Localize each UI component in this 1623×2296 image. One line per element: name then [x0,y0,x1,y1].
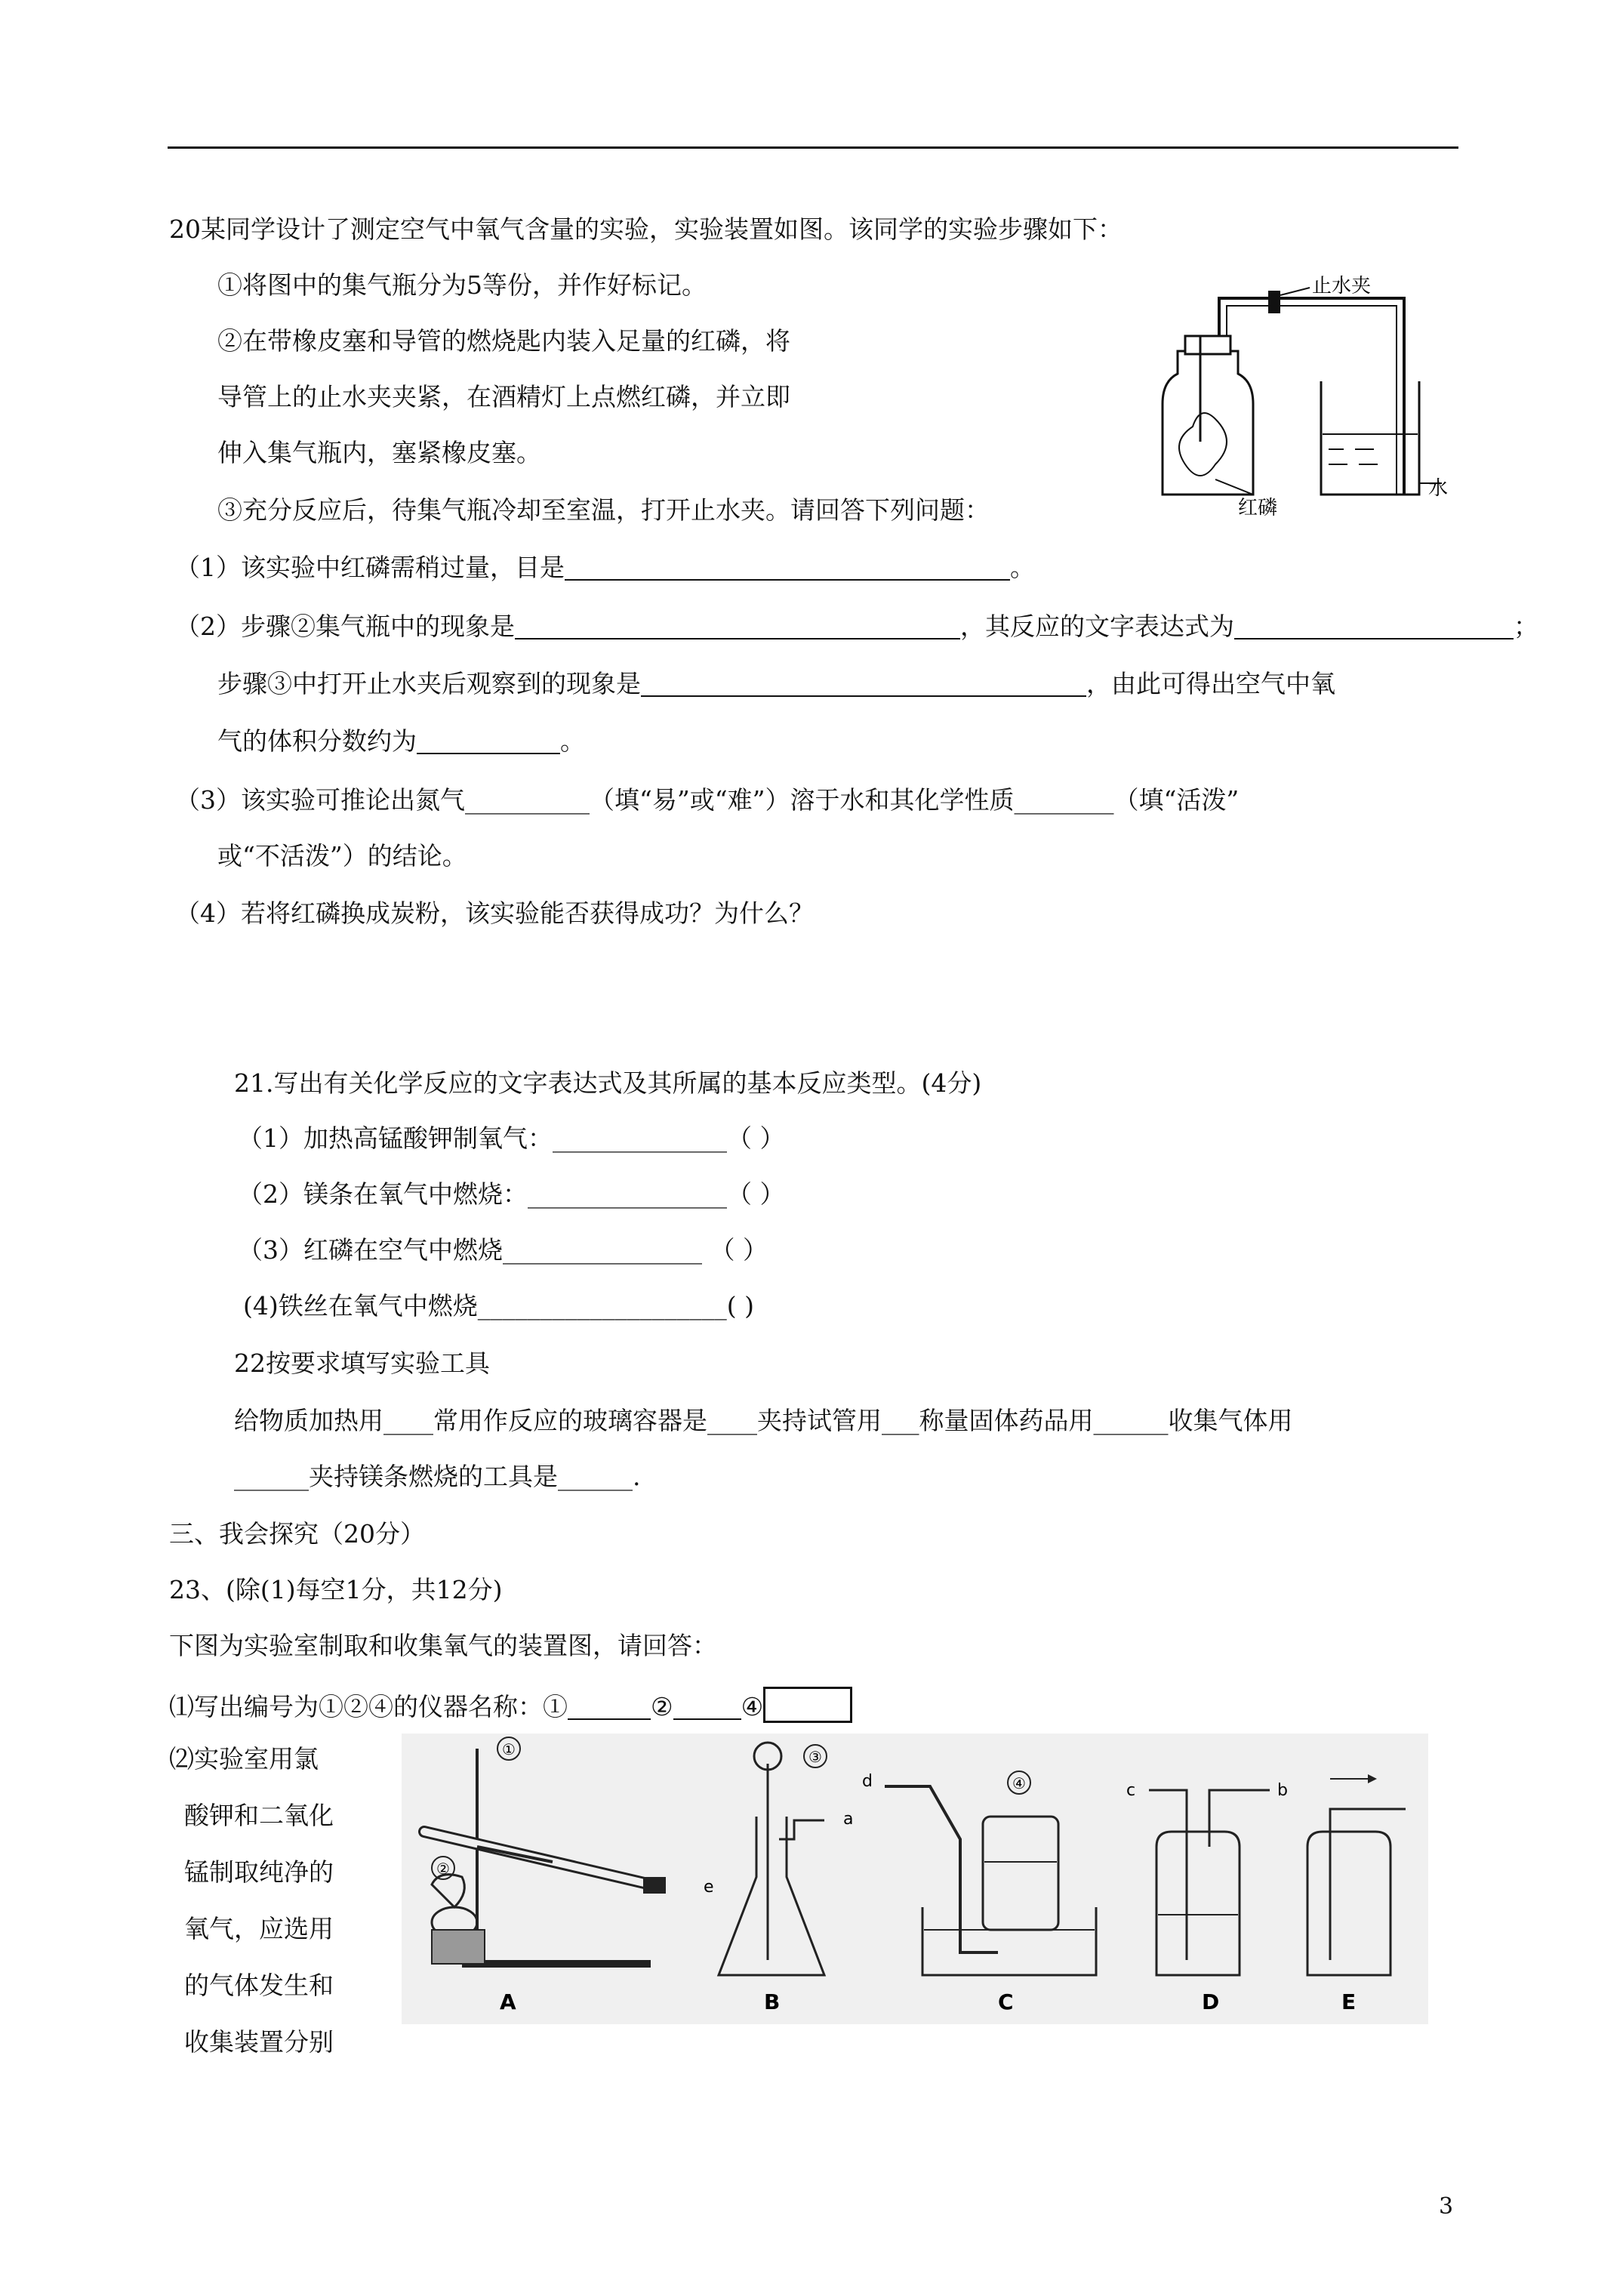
answer-blank[interactable] [515,615,960,639]
answer-blank[interactable] [641,673,1086,697]
rubber-stopper [1185,336,1230,354]
q23-intro: 下图为实验室制取和收集氧气的装置图，请回答： [169,1631,717,1660]
q21-item3: （3）红磷在空气中燃烧________________ （ ） [238,1235,768,1265]
flame-cloud [1179,413,1227,476]
q23-part2-line1: ⑵实验室用氯 [169,1744,319,1774]
section-3-heading: 三、我会探究（20分） [169,1519,425,1549]
q23-part2-line3: 锰制取纯净的 [184,1857,334,1887]
svg-text:d: d [862,1772,873,1791]
q20-step2-line2: 导管上的止水夹夹紧，在酒精灯上点燃红磷，并立即 [217,382,790,411]
q20-part3-line2: 或“不活泼”）的结论。 [217,841,467,871]
q21-item2: （2）镁条在氧气中燃烧：________________（ ） [238,1179,785,1209]
label-device-b: B [764,1989,781,2014]
answer-blank[interactable] [673,1696,741,1720]
page-number: 3 [1439,2193,1454,2220]
label-device-e: E [1341,1989,1357,2014]
q20-step3: ③充分反应后，待集气瓶冷却至室温，打开止水夹。请回答下列问题： [217,495,990,525]
q23-part2-line2: 酸钾和二氧化 [184,1801,334,1830]
header-rule [168,146,1458,149]
q20-step1: ①将图中的集气瓶分为5等份，并作好标记。 [217,270,707,300]
q22-line1: 给物质加热用____常用作反应的玻璃容器是____夹持试管用___称量固体药品用______收集气体用 [234,1406,1293,1435]
q22-line2: ______夹持镁条燃烧的工具是______. [234,1462,641,1491]
svg-text:①: ① [502,1740,516,1758]
q23-part1: ⑴写出编号为①②④的仪器名称：① ② ④ [169,1687,852,1723]
q20-part2-line2: 步骤③中打开止水夹后观察到的现象是 ，由此可得出空气中氧 [217,669,1335,698]
q20-part4: （4）若将红磷换成炭粉，该实验能否获得成功？为什么？ [175,898,814,928]
q23-part2-line5: 的气体发生和 [184,1971,334,2000]
svg-text:c: c [1126,1781,1136,1800]
answer-blank[interactable] [565,556,1010,581]
wood-block [432,1930,485,1964]
q20-step2-line1: ②在带橡皮塞和导管的燃烧匙内装入足量的红磷，将 [217,326,790,356]
q20-part2-line3: 气的体积分数约为 。 [217,726,585,756]
answer-blank[interactable] [417,730,560,754]
answer-blank[interactable] [568,1696,651,1720]
svg-text:③: ③ [808,1748,822,1766]
label-water: 水 [1428,477,1449,500]
label-clamp: 止水夹 [1312,275,1372,297]
svg-text:e: e [704,1878,714,1897]
q21-title: 21.写出有关化学反应的文字表达式及其所属的基本反应类型。(4分) [234,1068,982,1098]
q20-part3: （3）该实验可推论出氮气__________（填“易”或“难”）溶于水和其化学性质________（填“活泼” [175,785,1240,815]
label-device-d: D [1202,1989,1220,2014]
q23-apparatus-figure [402,1734,1428,2024]
q20-step2-line3: 伸入集气瓶内，塞紧橡皮塞。 [217,438,541,467]
answer-blank[interactable] [1234,615,1514,639]
q23-title: 23、(除(1)每空1分，共12分) [169,1575,503,1604]
q23-part2-line6: 收集装置分别 [184,2027,334,2057]
q20-intro: 20某同学设计了测定空气中氧气含量的实验，实验装置如图。该同学的实验步骤如下： [169,214,1123,244]
q20-apparatus-figure [1147,268,1464,517]
label-red-phosphorus: 红磷 [1238,497,1278,517]
q20-part1: （1）该实验中红磷需稍过量，目是 。 [175,553,1035,582]
label-device-c: C [998,1989,1014,2014]
svg-text:④: ④ [1012,1774,1026,1792]
svg-text:b: b [1277,1781,1288,1800]
q22-title: 22按要求填写实验工具 [234,1348,490,1378]
q21-item4: (4)铁丝在氧气中燃烧____________________( ) [243,1291,754,1321]
svg-text:②: ② [436,1860,450,1878]
stand-base [462,1960,651,1968]
q21-item1: （1）加热高锰酸钾制氧气：______________（ ） [238,1123,785,1153]
clamp-icon [1268,291,1280,313]
q23-part2-line4: 氧气，应选用 [184,1914,334,1943]
answer-box[interactable] [763,1687,852,1723]
label-device-a: A [500,1989,516,2014]
svg-text:a: a [843,1810,854,1829]
q20-part2: （2）步骤②集气瓶中的现象是 ，其反应的文字表达式为 ； [175,612,1538,641]
